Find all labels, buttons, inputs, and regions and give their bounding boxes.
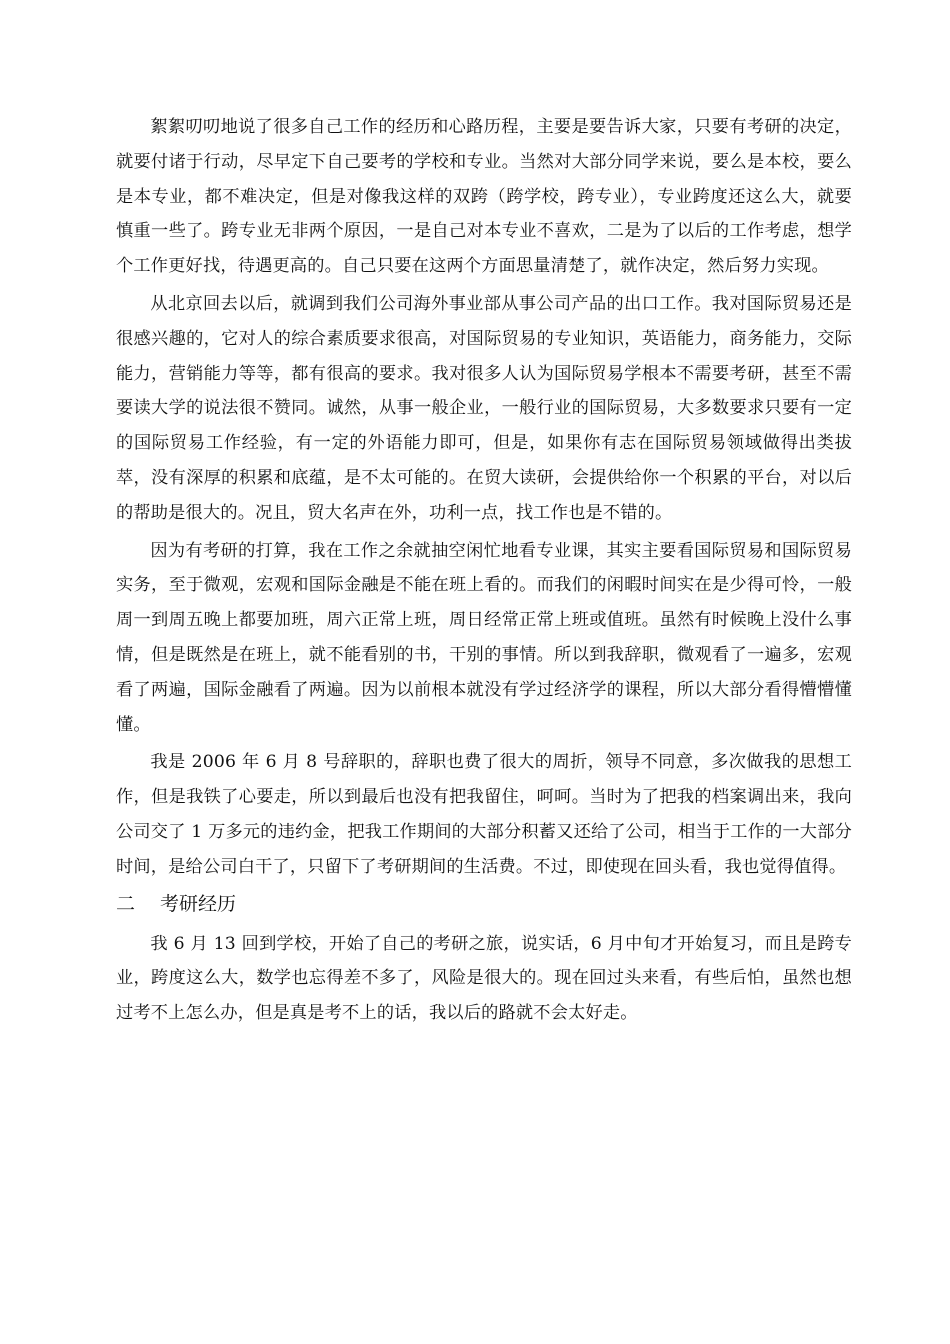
body-paragraph: 我是 2006 年 6 月 8 号辞职的，辞职也费了很大的周折，领导不同意，多次做我的思想工作，但是我铁了心要走，所以到最后也没有把我留住，呵呵。当时为了把我的档案调出来，我向公司交了 1 万多元的违约金，把我工作期间的大部分积蓄又还给了公司，相当于工作的一大部分时间，是给公司白干了，只留下了考研期间的生活费。不过，即使现在回头看，我也觉得值得。 (116, 752, 852, 877)
section-heading (116, 889, 852, 919)
section-number: 二 (116, 892, 136, 915)
body-paragraph: 从北京回去以后，就调到我们公司海外事业部从事公司产品的出口工作。我对国际贸易还是很感兴趣的，它对人的综合素质要求很高，对国际贸易的专业知识，英语能力，商务能力，交际能力，营销能力等等，都有很高的要求。我对很多人认为国际贸易学根本不需要考研，甚至不需要读大学的说法很不赞同。诚然，从事一般企业，一般行业的国际贸易，大多数要求只要有一定的国际贸易工作经验，有一定的外语能力即可，但是，如果你有志在国际贸易领域做得出类拔萃，没有深厚的积累和底蕴，是不太可能的。在贸大读研，会提供给你一个积累的平台，对以后的帮助是很大的。况且，贸大名声在外，功利一点，找工作也是不错的。 (116, 293, 852, 523)
document-page (116, 110, 852, 1031)
section-title: 考研经历 (160, 892, 237, 915)
body-paragraph: 因为有考研的打算，我在工作之余就抽空闲忙地看专业课，其实主要看国际贸易和国际贸易实务，至于微观，宏观和国际金融是不能在班上看的。而我们的闲暇时间实在是少得可怜，一般周一到周五晚上都要加班，周六正常上班，周日经常正常上班或值班。虽然有时候晚上没什么事情，但是既然是在班上，就不能看别的书，干别的事情。所以到我辞职，微观看了一遍多，宏观看了两遍，国际金融看了两遍。因为以前根本就没有学过经济学的课程，所以大部分看得懵懵懂懂。 (116, 540, 852, 735)
body-paragraph: 絮絮叨叨地说了很多自己工作的经历和心路历程，主要是要告诉大家，只要有考研的决定，就要付诸于行动，尽早定下自己要考的学校和专业。当然对大部分同学来说，要么是本校，要么是本专业，都不难决定，但是对像我这样的双跨（跨学校，跨专业），专业跨度还这么大，就要慎重一些了。跨专业无非两个原因，一是自己对本专业不喜欢，二是为了以后的工作考虑，想学个工作更好找，待遇更高的。自己只要在这两个方面思量清楚了，就作决定，然后努力实现。 (116, 117, 852, 277)
body-paragraph: 我 6 月 13 回到学校，开始了自己的考研之旅，说实话，6 月中旬才开始复习，而且是跨专业，跨度这么大，数学也忘得差不多了，风险是很大的。现在回过头来看，有些后怕，虽然也想过考不上怎么办，但是真是考不上的话，我以后的路就不会太好走。 (116, 933, 852, 1024)
